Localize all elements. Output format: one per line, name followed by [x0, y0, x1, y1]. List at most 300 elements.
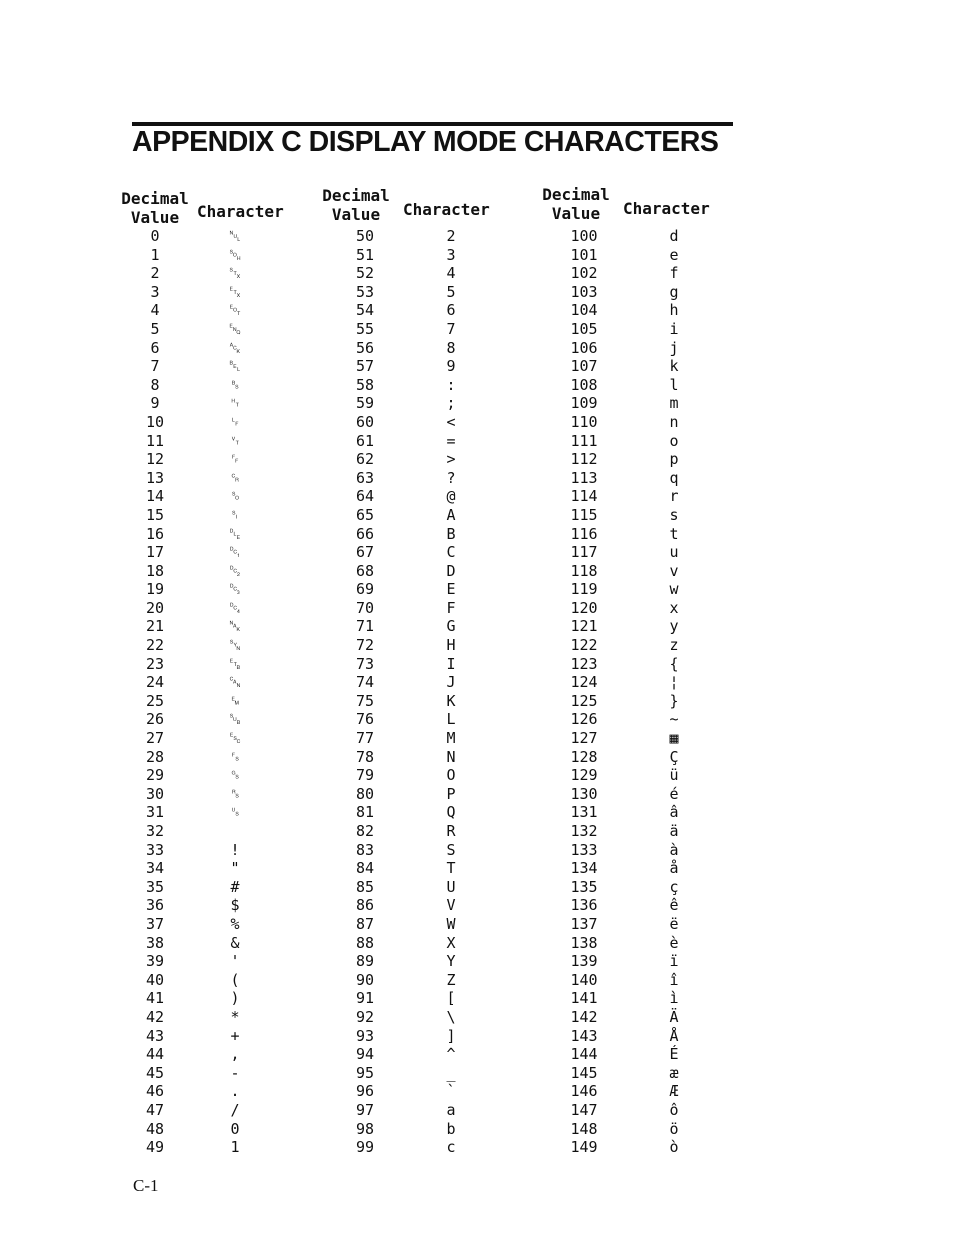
display-character: { [669, 654, 679, 673]
character-header: Character [197, 202, 284, 221]
display-character: % [230, 914, 240, 933]
display-character: P [446, 784, 456, 803]
display-character: c [446, 1138, 456, 1157]
decimal-value: 48 [145, 1119, 165, 1138]
display-character: ␇ [228, 357, 241, 376]
decimal-value: 73 [355, 654, 375, 673]
decimal-value: 69 [355, 580, 375, 599]
display-character: 0 [230, 1119, 240, 1138]
decimal-value: 102 [570, 264, 598, 283]
decimal-value: 64 [355, 487, 375, 506]
decimal-value: 56 [355, 338, 375, 357]
display-character: Q [446, 803, 456, 822]
decimal-value: 53 [355, 282, 375, 301]
decimal-value: 141 [570, 989, 598, 1008]
display-character: < [446, 412, 456, 431]
decimal-value: 96 [355, 1082, 375, 1101]
decimal-value: 92 [355, 1007, 375, 1026]
decimal-value: 146 [570, 1082, 598, 1101]
display-character: ␉ [228, 394, 241, 413]
display-character: ␖ [228, 636, 241, 655]
decimal-value: 33 [145, 840, 165, 859]
display-character: > [446, 450, 456, 469]
display-character: m [669, 394, 679, 413]
display-character: æ [669, 1063, 679, 1082]
decimal-value-header: Decimal Value [322, 186, 390, 224]
decimal-value: 103 [570, 282, 598, 301]
display-character: Ç [669, 747, 679, 766]
display-character: i [669, 319, 679, 338]
decimal-value: 6 [150, 338, 160, 357]
display-character: ü [669, 766, 679, 785]
display-character: ␏ [228, 505, 241, 524]
decimal-value: 12 [145, 450, 165, 469]
decimal-value: 106 [570, 338, 598, 357]
decimal-value: 130 [570, 784, 598, 803]
decimal-value: 94 [355, 1045, 375, 1064]
decimal-value: 119 [570, 580, 598, 599]
decimal-value: 136 [570, 896, 598, 915]
decimal-value: 95 [355, 1063, 375, 1082]
decimal-value: 108 [570, 375, 598, 394]
decimal-value: 147 [570, 1100, 598, 1119]
decimal-value: 145 [570, 1063, 598, 1082]
decimal-value: 21 [145, 617, 165, 636]
display-character: ë [669, 914, 679, 933]
display-character: ò [669, 1138, 679, 1157]
decimal-value: 61 [355, 431, 375, 450]
display-character: é [669, 784, 679, 803]
decimal-value: 29 [145, 766, 165, 785]
decimal-value: 66 [355, 524, 375, 543]
decimal-value: 24 [145, 673, 165, 692]
decimal-value: 36 [145, 896, 165, 915]
decimal-value: 98 [355, 1119, 375, 1138]
display-character: " [230, 859, 240, 878]
decimal-value-header: Decimal Value [121, 189, 189, 227]
decimal-value: 26 [145, 710, 165, 729]
decimal-value: 143 [570, 1026, 598, 1045]
display-character: 2 [446, 227, 456, 245]
display-character: ; [446, 394, 456, 413]
decimal-value: 55 [355, 319, 375, 338]
decimal-value: 39 [145, 952, 165, 971]
decimal-value: 32 [145, 822, 165, 840]
display-character: ï [669, 952, 679, 971]
decimal-value: 99 [355, 1138, 375, 1157]
decimal-value: 129 [570, 766, 598, 785]
display-character: ␔ [228, 598, 241, 617]
decimal-value: 86 [355, 896, 375, 915]
decimal-value: 134 [570, 859, 598, 878]
page-title: APPENDIX C DISPLAY MODE CHARACTERS [132, 126, 719, 158]
decimal-value: 37 [145, 914, 165, 933]
decimal-value: 133 [570, 840, 598, 859]
decimal-value: 23 [145, 654, 165, 673]
display-character: [ [446, 989, 456, 1008]
display-character: = [446, 431, 456, 450]
display-character: à [669, 840, 679, 859]
display-character: ␀ [228, 227, 241, 245]
decimal-value: 80 [355, 784, 375, 803]
decimal-value: 109 [570, 394, 598, 413]
decimal-value: 112 [570, 450, 598, 469]
decimal-value: 84 [355, 859, 375, 878]
decimal-value: 126 [570, 710, 598, 729]
decimal-value: 3 [150, 282, 160, 301]
display-character: R [446, 822, 456, 840]
display-character: ␋ [228, 431, 241, 450]
display-character: ä [669, 822, 679, 840]
decimal-value: 144 [570, 1045, 598, 1064]
decimal-value: 118 [570, 561, 598, 580]
decimal-value: 25 [145, 691, 165, 710]
display-character: J [446, 673, 456, 692]
display-character: T [446, 859, 456, 878]
decimal-value: 19 [145, 580, 165, 599]
decimal-value: 120 [570, 598, 598, 617]
display-character: t [669, 524, 679, 543]
display-character: ¦ [669, 673, 679, 692]
decimal-value: 113 [570, 468, 598, 487]
display-character: Æ [669, 1082, 679, 1101]
display-character: - [230, 1063, 240, 1082]
display-character: Å [669, 1026, 679, 1045]
decimal-value: 45 [145, 1063, 165, 1082]
display-character: r [669, 487, 679, 506]
display-character: î [669, 970, 679, 989]
display-character: G [446, 617, 456, 636]
decimal-value: 139 [570, 952, 598, 971]
decimal-value: 75 [355, 691, 375, 710]
decimal-value: 105 [570, 319, 598, 338]
decimal-value: 44 [145, 1045, 165, 1064]
decimal-value: 7 [150, 357, 160, 376]
decimal-value: 128 [570, 747, 598, 766]
display-character: ␎ [228, 487, 241, 506]
display-character: ␐ [228, 524, 241, 543]
decimal-value: 35 [145, 877, 165, 896]
display-character: 1 [230, 1138, 240, 1157]
display-character: 5 [446, 282, 456, 301]
display-character: â [669, 803, 679, 822]
display-character: V [446, 896, 456, 915]
display-character: ␒ [228, 561, 241, 580]
display-character: ! [230, 840, 240, 859]
decimal-value: 107 [570, 357, 598, 376]
display-character: x [669, 598, 679, 617]
display-character: ' [230, 952, 240, 971]
display-character: ô [669, 1100, 679, 1119]
display-character: ␞ [228, 784, 241, 803]
decimal-value: 60 [355, 412, 375, 431]
page-number: C-1 [133, 1176, 159, 1195]
display-character: $ [230, 896, 240, 915]
display-character: ␗ [228, 654, 241, 673]
decimal-value: 42 [145, 1007, 165, 1026]
display-character: b [446, 1119, 456, 1138]
decimal-value: 88 [355, 933, 375, 952]
display-character: v [669, 561, 679, 580]
display-character: o [669, 431, 679, 450]
decimal-value: 51 [355, 245, 375, 264]
decimal-value: 89 [355, 952, 375, 971]
display-character: } [669, 691, 679, 710]
display-character: h [669, 301, 679, 320]
display-character: ç [669, 877, 679, 896]
decimal-value: 85 [355, 877, 375, 896]
decimal-value: 20 [145, 598, 165, 617]
decimal-value-header: Decimal Value [542, 185, 610, 223]
display-character: 9 [446, 357, 456, 376]
decimal-value: 14 [145, 487, 165, 506]
display-character: / [230, 1100, 240, 1119]
display-character: è [669, 933, 679, 952]
display-character: 3 [446, 245, 456, 264]
decimal-value: 22 [145, 636, 165, 655]
display-character: S [446, 840, 456, 859]
display-character: ␁ [229, 245, 241, 264]
decimal-value: 137 [570, 914, 598, 933]
display-character: 8 [446, 338, 456, 357]
display-character: Ä [669, 1007, 679, 1026]
display-character: B [446, 524, 456, 543]
decimal-value: 138 [570, 933, 598, 952]
decimal-value: 27 [145, 729, 165, 748]
display-character: s [669, 505, 679, 524]
display-character: u [669, 543, 679, 562]
decimal-value: 41 [145, 989, 165, 1008]
display-character: z [669, 636, 679, 655]
decimal-value: 67 [355, 543, 375, 562]
display-character: ␛ [228, 729, 241, 748]
decimal-value: 1 [150, 245, 160, 264]
display-character: ␝ [228, 766, 241, 785]
decimal-value: 100 [570, 227, 598, 245]
display-character: @ [446, 487, 456, 506]
display-character: 7 [446, 319, 456, 338]
character-header: Character [623, 199, 710, 218]
decimal-value: 87 [355, 914, 375, 933]
decimal-value: 57 [355, 357, 375, 376]
display-character: D [446, 561, 456, 580]
decimal-value: 127 [570, 729, 598, 748]
decimal-value: 17 [145, 543, 165, 562]
decimal-value: 65 [355, 505, 375, 524]
display-character: ì [669, 989, 679, 1008]
decimal-value: 124 [570, 673, 598, 692]
decimal-value: 38 [145, 933, 165, 952]
display-character: ␈ [228, 375, 241, 394]
display-character: ␕ [228, 617, 241, 636]
decimal-value: 10 [145, 412, 165, 431]
display-character: å [669, 859, 679, 878]
display-character: n [669, 412, 679, 431]
decimal-value: 47 [145, 1100, 165, 1119]
display-character: ö [669, 1119, 679, 1138]
decimal-value: 110 [570, 412, 598, 431]
decimal-value: 77 [355, 729, 375, 748]
display-character: ê [669, 896, 679, 915]
decimal-value: 122 [570, 636, 598, 655]
display-character: L [446, 710, 456, 729]
decimal-value: 125 [570, 691, 598, 710]
decimal-value: 72 [355, 636, 375, 655]
display-character: + [230, 1026, 240, 1045]
decimal-value: 140 [570, 970, 598, 989]
decimal-value: 71 [355, 617, 375, 636]
display-character: ␂ [228, 264, 241, 283]
character-header: Character [403, 200, 490, 219]
decimal-value: 116 [570, 524, 598, 543]
decimal-value: 18 [145, 561, 165, 580]
display-character: * [230, 1007, 240, 1026]
display-character: ~ [669, 710, 679, 729]
display-character: ␆ [228, 338, 241, 357]
decimal-value: 15 [145, 505, 165, 524]
display-character: ␟ [228, 803, 241, 822]
decimal-value: 149 [570, 1138, 598, 1157]
display-character: j [669, 338, 679, 357]
decimal-value: 90 [355, 970, 375, 989]
display-character: ␘ [228, 673, 241, 692]
display-character: k [669, 357, 679, 376]
display-character: ▦ [669, 729, 679, 748]
display-character: ␄ [229, 301, 241, 320]
decimal-value: 59 [355, 394, 375, 413]
decimal-value: 97 [355, 1100, 375, 1119]
decimal-value: 132 [570, 822, 598, 840]
display-character: : [446, 375, 456, 394]
decimal-value: 117 [570, 543, 598, 562]
decimal-value: 58 [355, 375, 375, 394]
decimal-value: 123 [570, 654, 598, 673]
decimal-value: 83 [355, 840, 375, 859]
decimal-value: 16 [145, 524, 165, 543]
display-character: C [446, 543, 456, 562]
decimal-value: 131 [570, 803, 598, 822]
display-character: O [446, 766, 456, 785]
decimal-value: 81 [355, 803, 375, 822]
decimal-value: 79 [355, 766, 375, 785]
decimal-value: 5 [150, 319, 160, 338]
display-character: ␊ [228, 412, 241, 431]
decimal-value: 9 [150, 394, 160, 413]
display-character: F [446, 598, 456, 617]
display-character: \ [446, 1007, 456, 1026]
display-character: ␙ [228, 691, 241, 710]
display-character: w [669, 580, 679, 599]
display-character: W [446, 914, 456, 933]
display-character: f [669, 264, 679, 283]
display-character: ^ [446, 1045, 456, 1064]
decimal-value: 111 [570, 431, 598, 450]
decimal-value: 91 [355, 989, 375, 1008]
decimal-value: 101 [570, 245, 598, 264]
decimal-value: 68 [355, 561, 375, 580]
decimal-value: 76 [355, 710, 375, 729]
decimal-value: 4 [150, 301, 160, 320]
decimal-value: 115 [570, 505, 598, 524]
decimal-value: 46 [145, 1082, 165, 1101]
display-character: Y [446, 952, 456, 971]
display-character: Z [446, 970, 456, 989]
display-character: ␜ [228, 747, 241, 766]
decimal-value: 34 [145, 859, 165, 878]
display-character: , [230, 1045, 240, 1064]
display-character: H [446, 636, 456, 655]
display-character: e [669, 245, 679, 264]
display-character: ] [446, 1026, 456, 1045]
display-character: . [230, 1082, 240, 1101]
display-character: ␍ [228, 468, 241, 487]
decimal-value: 31 [145, 803, 165, 822]
decimal-value: 40 [145, 970, 165, 989]
decimal-value: 62 [355, 450, 375, 469]
display-character: & [230, 933, 240, 952]
decimal-value: 8 [150, 375, 160, 394]
display-character: N [446, 747, 456, 766]
decimal-value: 54 [355, 301, 375, 320]
decimal-value: 121 [570, 617, 598, 636]
display-character: p [669, 450, 679, 469]
display-character: ␚ [228, 710, 241, 729]
display-character: A [446, 505, 456, 524]
display-character: 4 [446, 264, 456, 283]
display-character: E [446, 580, 456, 599]
decimal-value: 78 [355, 747, 375, 766]
display-character: l [669, 375, 679, 394]
decimal-value: 11 [145, 431, 165, 450]
display-character: d [669, 227, 679, 245]
display-character: ␃ [228, 282, 241, 301]
display-character: g [669, 282, 679, 301]
decimal-value: 49 [145, 1138, 165, 1157]
display-character: ␅ [228, 319, 241, 338]
decimal-value: 28 [145, 747, 165, 766]
decimal-value: 43 [145, 1026, 165, 1045]
display-character: ( [230, 970, 240, 989]
display-character: X [446, 933, 456, 952]
decimal-value: 82 [355, 822, 375, 840]
decimal-value: 74 [355, 673, 375, 692]
display-character: _ [446, 1063, 456, 1082]
display-character: ` [446, 1082, 456, 1101]
decimal-value: 50 [355, 227, 375, 245]
display-character: y [669, 617, 679, 636]
decimal-value: 135 [570, 877, 598, 896]
decimal-value: 63 [355, 468, 375, 487]
decimal-value: 52 [355, 264, 375, 283]
decimal-value: 0 [150, 227, 160, 245]
decimal-value: 70 [355, 598, 375, 617]
display-character: ␓ [228, 580, 241, 599]
display-character: ) [230, 989, 240, 1008]
decimal-value: 30 [145, 784, 165, 803]
display-character: É [669, 1045, 679, 1064]
decimal-value: 93 [355, 1026, 375, 1045]
decimal-value: 2 [150, 264, 160, 283]
display-character: K [446, 691, 456, 710]
display-character: M [446, 729, 456, 748]
display-character: 6 [446, 301, 456, 320]
display-character: q [669, 468, 679, 487]
display-character: ␑ [228, 543, 241, 562]
decimal-value: 114 [570, 487, 598, 506]
display-character: ␌ [228, 450, 241, 469]
display-character: ? [446, 468, 456, 487]
display-character: a [446, 1100, 456, 1119]
